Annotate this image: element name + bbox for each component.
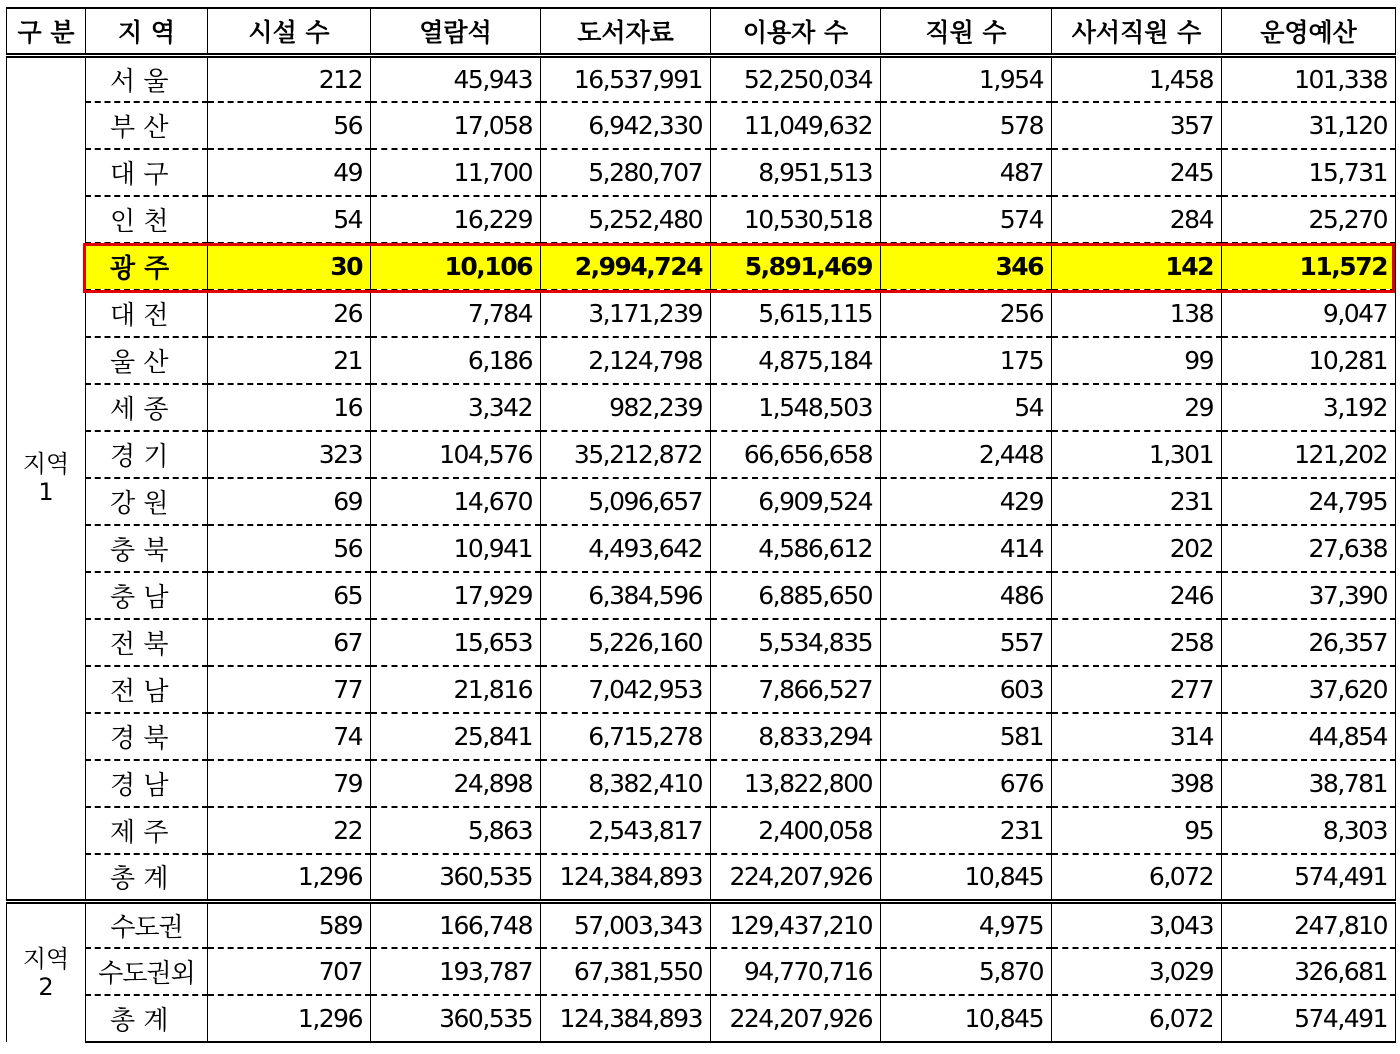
- librarians-cell: 314: [1052, 713, 1222, 760]
- reading-seats-cell: 3,342: [371, 384, 541, 431]
- librarians-cell: 284: [1052, 196, 1222, 243]
- reading-seats-cell: 17,929: [371, 572, 541, 619]
- reading-seats-cell: 24,898: [371, 760, 541, 807]
- budget-cell: 38,781: [1222, 760, 1396, 807]
- staff-cell: 578: [881, 102, 1052, 149]
- table-row: [7, 995, 1396, 1042]
- materials-cell: 6,715,278: [541, 713, 711, 760]
- region-name-cell: 수도권외: [86, 948, 208, 995]
- staff-cell: 231: [881, 807, 1052, 854]
- reading-seats-cell: 10,106: [371, 243, 541, 290]
- reading-seats-cell: 5,863: [371, 807, 541, 854]
- users-cell: 52,250,034: [711, 55, 881, 102]
- materials-cell: 5,252,480: [541, 196, 711, 243]
- table-row: [7, 478, 1396, 525]
- budget-cell: 24,795: [1222, 478, 1396, 525]
- table-row: [7, 572, 1396, 619]
- staff-cell: 574: [881, 196, 1052, 243]
- staff-cell: 603: [881, 666, 1052, 713]
- reading-seats-cell: 16,229: [371, 196, 541, 243]
- table-row-highlighted: [7, 243, 1396, 290]
- librarians-cell: 138: [1052, 290, 1222, 337]
- header-staff: 직원 수: [881, 8, 1052, 55]
- materials-cell: 4,493,642: [541, 525, 711, 572]
- users-cell: 5,534,835: [711, 619, 881, 666]
- staff-cell: 486: [881, 572, 1052, 619]
- budget-cell: 10,281: [1222, 337, 1396, 384]
- header-budget: 운영예산: [1222, 8, 1396, 55]
- librarians-cell: 142: [1052, 243, 1222, 290]
- region-name-cell: 울 산: [86, 337, 208, 384]
- librarians-cell: 6,072: [1052, 995, 1222, 1042]
- region-name-cell: 광 주: [86, 243, 208, 290]
- facilities-cell: 1,296: [208, 854, 371, 901]
- group2-label-line2: 2: [38, 972, 54, 1001]
- table-row: [7, 854, 1396, 901]
- facilities-cell: 212: [208, 55, 371, 102]
- librarians-cell: 258: [1052, 619, 1222, 666]
- staff-cell: 175: [881, 337, 1052, 384]
- users-cell: 1,548,503: [711, 384, 881, 431]
- librarians-cell: 357: [1052, 102, 1222, 149]
- budget-cell: 574,491: [1222, 995, 1396, 1042]
- users-cell: 6,909,524: [711, 478, 881, 525]
- region-name-cell: 대 구: [86, 149, 208, 196]
- reading-seats-cell: 15,653: [371, 619, 541, 666]
- materials-cell: 5,096,657: [541, 478, 711, 525]
- region-name-cell: 총 계: [86, 995, 208, 1042]
- reading-seats-cell: 104,576: [371, 431, 541, 478]
- materials-cell: 67,381,550: [541, 948, 711, 995]
- header-category: 구 분: [7, 8, 86, 55]
- budget-cell: 37,390: [1222, 572, 1396, 619]
- table-row: [7, 337, 1396, 384]
- reading-seats-cell: 360,535: [371, 854, 541, 901]
- table-row: [7, 290, 1396, 337]
- facilities-cell: 65: [208, 572, 371, 619]
- region-name-cell: 부 산: [86, 102, 208, 149]
- table-row: [7, 619, 1396, 666]
- table-row: [7, 901, 1396, 948]
- users-cell: 8,951,513: [711, 149, 881, 196]
- facilities-cell: 707: [208, 948, 371, 995]
- group2-body: [7, 901, 1396, 1042]
- materials-cell: 3,171,239: [541, 290, 711, 337]
- region-name-cell: 서 울: [86, 55, 208, 102]
- librarians-cell: 29: [1052, 384, 1222, 431]
- facilities-cell: 79: [208, 760, 371, 807]
- materials-cell: 6,384,596: [541, 572, 711, 619]
- region-name-cell: 경 남: [86, 760, 208, 807]
- region-name-cell: 경 기: [86, 431, 208, 478]
- reading-seats-cell: 25,841: [371, 713, 541, 760]
- librarians-cell: 1,458: [1052, 55, 1222, 102]
- materials-cell: 2,124,798: [541, 337, 711, 384]
- reading-seats-cell: 11,700: [371, 149, 541, 196]
- header-users: 이용자 수: [711, 8, 881, 55]
- region-name-cell: 제 주: [86, 807, 208, 854]
- budget-cell: 8,303: [1222, 807, 1396, 854]
- table-row: [7, 807, 1396, 854]
- budget-cell: 574,491: [1222, 854, 1396, 901]
- budget-cell: 247,810: [1222, 901, 1396, 948]
- group1-body: [7, 55, 1396, 901]
- region-name-cell: 인 천: [86, 196, 208, 243]
- group2-label: [7, 901, 86, 1042]
- header-row: [7, 8, 1396, 55]
- facilities-cell: 589: [208, 901, 371, 948]
- users-cell: 66,656,658: [711, 431, 881, 478]
- librarians-cell: 3,043: [1052, 901, 1222, 948]
- users-cell: 224,207,926: [711, 854, 881, 901]
- materials-cell: 5,280,707: [541, 149, 711, 196]
- librarians-cell: 246: [1052, 572, 1222, 619]
- budget-cell: 26,357: [1222, 619, 1396, 666]
- staff-cell: 54: [881, 384, 1052, 431]
- staff-cell: 256: [881, 290, 1052, 337]
- materials-cell: 5,226,160: [541, 619, 711, 666]
- staff-cell: 429: [881, 478, 1052, 525]
- budget-cell: 25,270: [1222, 196, 1396, 243]
- materials-cell: 7,042,953: [541, 666, 711, 713]
- region-name-cell: 강 원: [86, 478, 208, 525]
- users-cell: 8,833,294: [711, 713, 881, 760]
- staff-cell: 676: [881, 760, 1052, 807]
- table-row: [7, 760, 1396, 807]
- facilities-cell: 77: [208, 666, 371, 713]
- table-row: [7, 102, 1396, 149]
- reading-seats-cell: 6,186: [371, 337, 541, 384]
- librarians-cell: 6,072: [1052, 854, 1222, 901]
- table-row: [7, 196, 1396, 243]
- librarians-cell: 245: [1052, 149, 1222, 196]
- reading-seats-cell: 21,816: [371, 666, 541, 713]
- facilities-cell: 74: [208, 713, 371, 760]
- budget-cell: 101,338: [1222, 55, 1396, 102]
- region-name-cell: 경 북: [86, 713, 208, 760]
- materials-cell: 2,543,817: [541, 807, 711, 854]
- table-row: [7, 948, 1396, 995]
- budget-cell: 37,620: [1222, 666, 1396, 713]
- staff-cell: 557: [881, 619, 1052, 666]
- table-row: [7, 55, 1396, 102]
- facilities-cell: 56: [208, 525, 371, 572]
- users-cell: 5,891,469: [711, 243, 881, 290]
- reading-seats-cell: 166,748: [371, 901, 541, 948]
- materials-cell: 2,994,724: [541, 243, 711, 290]
- materials-cell: 124,384,893: [541, 995, 711, 1042]
- table-row: [7, 666, 1396, 713]
- staff-cell: 2,448: [881, 431, 1052, 478]
- region-name-cell: 전 남: [86, 666, 208, 713]
- facilities-cell: 323: [208, 431, 371, 478]
- users-cell: 10,530,518: [711, 196, 881, 243]
- header-region: 지 역: [86, 8, 208, 55]
- users-cell: 4,875,184: [711, 337, 881, 384]
- facilities-cell: 1,296: [208, 995, 371, 1042]
- group1-label-line1: 지역: [22, 450, 70, 478]
- staff-cell: 10,845: [881, 995, 1052, 1042]
- librarians-cell: 3,029: [1052, 948, 1222, 995]
- facilities-cell: 22: [208, 807, 371, 854]
- librarians-cell: 202: [1052, 525, 1222, 572]
- header-facilities: 시설 수: [208, 8, 371, 55]
- reading-seats-cell: 360,535: [371, 995, 541, 1042]
- facilities-cell: 49: [208, 149, 371, 196]
- staff-cell: 346: [881, 243, 1052, 290]
- table-row: [7, 431, 1396, 478]
- librarians-cell: 1,301: [1052, 431, 1222, 478]
- materials-cell: 982,239: [541, 384, 711, 431]
- staff-cell: 414: [881, 525, 1052, 572]
- reading-seats-cell: 14,670: [371, 478, 541, 525]
- region-name-cell: 대 전: [86, 290, 208, 337]
- region-name-cell: 세 종: [86, 384, 208, 431]
- materials-cell: 35,212,872: [541, 431, 711, 478]
- header-materials: 도서자료: [541, 8, 711, 55]
- materials-cell: 6,942,330: [541, 102, 711, 149]
- budget-cell: 31,120: [1222, 102, 1396, 149]
- region-name-cell: 충 북: [86, 525, 208, 572]
- table-row: [7, 149, 1396, 196]
- staff-cell: 487: [881, 149, 1052, 196]
- users-cell: 129,437,210: [711, 901, 881, 948]
- reading-seats-cell: 45,943: [371, 55, 541, 102]
- budget-cell: 3,192: [1222, 384, 1396, 431]
- region-name-cell: 전 북: [86, 619, 208, 666]
- facilities-cell: 26: [208, 290, 371, 337]
- librarians-cell: 277: [1052, 666, 1222, 713]
- librarians-cell: 398: [1052, 760, 1222, 807]
- table-row: [7, 525, 1396, 572]
- users-cell: 94,770,716: [711, 948, 881, 995]
- materials-cell: 57,003,343: [541, 901, 711, 948]
- group2-label-line1: 지역: [22, 944, 70, 973]
- library-statistics-table: [6, 7, 1396, 1043]
- table-row: [7, 713, 1396, 760]
- users-cell: 7,866,527: [711, 666, 881, 713]
- region-name-cell: 충 남: [86, 572, 208, 619]
- users-cell: 13,822,800: [711, 760, 881, 807]
- budget-cell: 121,202: [1222, 431, 1396, 478]
- budget-cell: 11,572: [1222, 243, 1396, 290]
- budget-cell: 9,047: [1222, 290, 1396, 337]
- table-row: [7, 384, 1396, 431]
- staff-cell: 581: [881, 713, 1052, 760]
- header-librarians: 사서직원 수: [1052, 8, 1222, 55]
- facilities-cell: 54: [208, 196, 371, 243]
- region-name-cell: 수도권: [86, 901, 208, 948]
- users-cell: 4,586,612: [711, 525, 881, 572]
- staff-cell: 4,975: [881, 901, 1052, 948]
- staff-cell: 1,954: [881, 55, 1052, 102]
- facilities-cell: 67: [208, 619, 371, 666]
- facilities-cell: 56: [208, 102, 371, 149]
- materials-cell: 8,382,410: [541, 760, 711, 807]
- reading-seats-cell: 7,784: [371, 290, 541, 337]
- librarians-cell: 99: [1052, 337, 1222, 384]
- reading-seats-cell: 10,941: [371, 525, 541, 572]
- library-statistics-table-container: [6, 7, 1395, 1043]
- facilities-cell: 16: [208, 384, 371, 431]
- reading-seats-cell: 17,058: [371, 102, 541, 149]
- budget-cell: 15,731: [1222, 149, 1396, 196]
- facilities-cell: 21: [208, 337, 371, 384]
- staff-cell: 5,870: [881, 948, 1052, 995]
- facilities-cell: 69: [208, 478, 371, 525]
- facilities-cell: 30: [208, 243, 371, 290]
- budget-cell: 44,854: [1222, 713, 1396, 760]
- users-cell: 6,885,650: [711, 572, 881, 619]
- users-cell: 224,207,926: [711, 995, 881, 1042]
- materials-cell: 124,384,893: [541, 854, 711, 901]
- staff-cell: 10,845: [881, 854, 1052, 901]
- reading-seats-cell: 193,787: [371, 948, 541, 995]
- users-cell: 11,049,632: [711, 102, 881, 149]
- region-name-cell: 총 계: [86, 854, 208, 901]
- users-cell: 5,615,115: [711, 290, 881, 337]
- librarians-cell: 231: [1052, 478, 1222, 525]
- header-reading-seats: 열람석: [371, 8, 541, 55]
- budget-cell: 27,638: [1222, 525, 1396, 572]
- materials-cell: 16,537,991: [541, 55, 711, 102]
- budget-cell: 326,681: [1222, 948, 1396, 995]
- group1-label: [7, 55, 86, 901]
- users-cell: 2,400,058: [711, 807, 881, 854]
- group1-label-line2: 1: [38, 478, 54, 506]
- librarians-cell: 95: [1052, 807, 1222, 854]
